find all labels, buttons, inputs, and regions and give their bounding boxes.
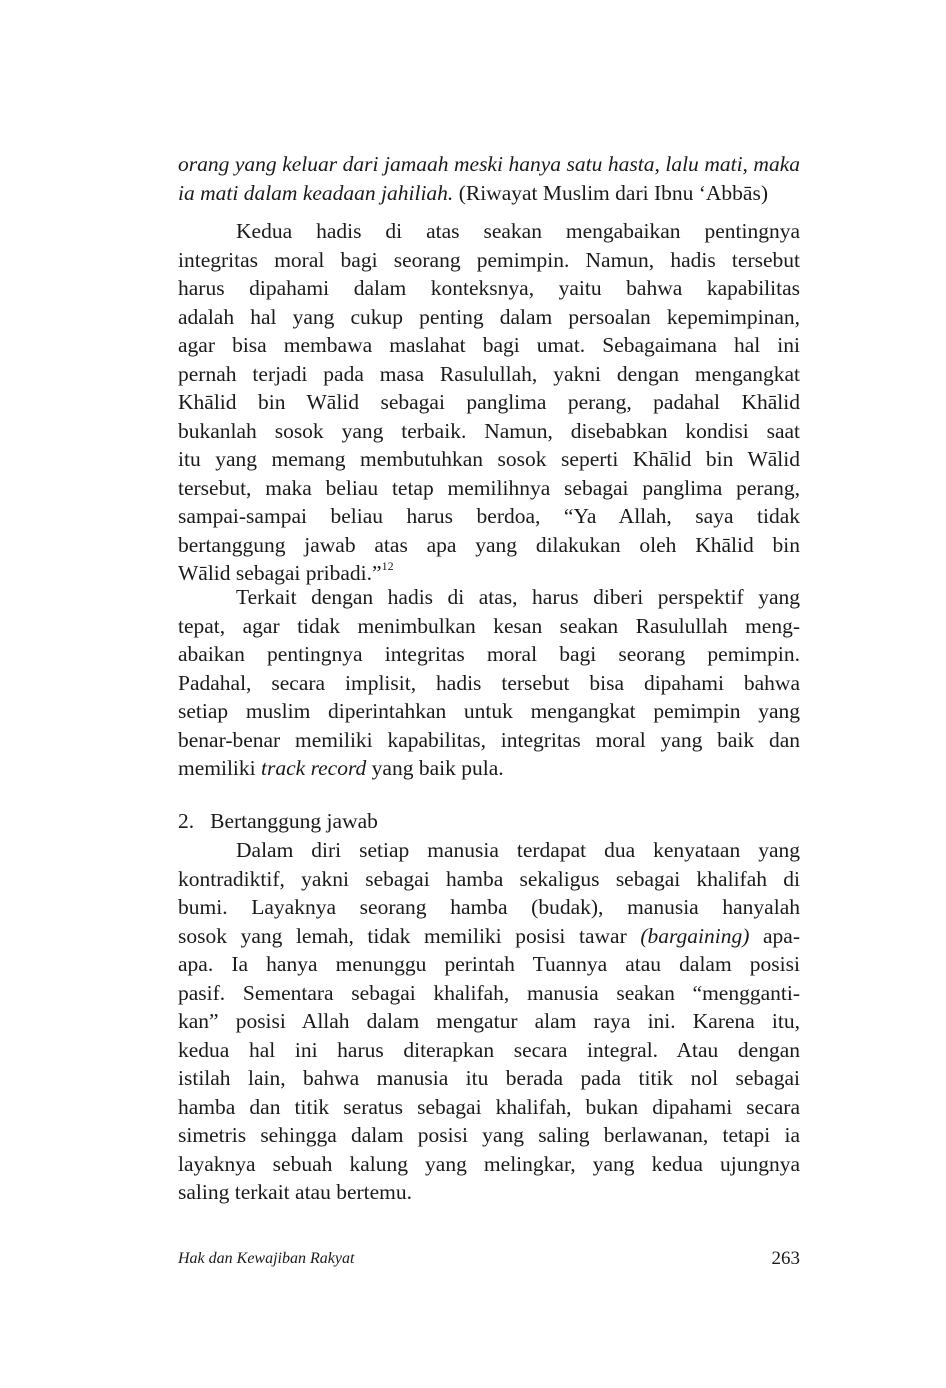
text-line: agar bisa membawa maslahat bagi umat. Sebagaimana hal ini — [178, 333, 800, 357]
text-line: bukanlah sosok yang terbaik. Namun, disebabkan kondisi saat — [178, 418, 800, 443]
paragraph-1 — [178, 217, 800, 588]
text-line — [178, 922, 800, 951]
section-title: Bertanggung jawab — [210, 809, 378, 833]
text-line: itu yang memang membutuhkan sosok seperti Khālid bin Wālid — [178, 447, 800, 471]
paragraph-2 — [178, 583, 800, 783]
text-line — [178, 754, 800, 783]
text-line: bumi. Layaknya seorang hamba (budak), manusia hanyalah — [178, 895, 800, 919]
section-heading — [178, 807, 800, 836]
section-number: 2. — [178, 809, 195, 833]
text-line: integritas moral bagi seorang pemimpin. Namun, hadis tersebut — [178, 247, 800, 272]
text-line: kan” posisi Allah dalam mengatur alam raya ini. Karena itu, — [178, 1009, 800, 1033]
quote-line: orang yang keluar dari jamaah meski hanya satu hasta, lalu mati, maka — [178, 152, 800, 176]
text-line: istilah lain, bahwa manusia itu berada pada titik nol sebagai — [178, 1066, 800, 1090]
text-fragment: apa- — [749, 923, 801, 948]
text-line: Terkait dengan hadis di atas, harus diberi perspektif yang — [236, 585, 800, 609]
quote-line — [178, 179, 800, 208]
text-line: pasif. Sementara sebagai khalifah, manusia seakan “mengganti- — [178, 980, 800, 1005]
text-line: adalah hal yang cukup penting dalam persoalan kepemimpinan, — [178, 304, 800, 329]
text-line: layaknya sebuah kalung yang melingkar, yang kedua ujungnya — [178, 1151, 800, 1176]
text-line: abaikan pentingnya integritas moral bagi seorang pemimpin. — [178, 642, 800, 666]
text-line: hamba dan titik seratus sebagai khalifah, bukan dipahami secara — [178, 1094, 800, 1119]
text-line: kontradiktif, yakni sebagai hamba sekaligus sebagai khalifah di — [178, 866, 800, 891]
text-fragment: sosok yang lemah, tidak memiliki posisi tawar — [178, 923, 641, 948]
text-line: tersebut, maka beliau tetap memilihnya sebagai panglima perang, — [178, 475, 800, 500]
page-number: 263 — [771, 1248, 800, 1269]
page-footer — [178, 1248, 800, 1272]
text-line: Khālid bin Wālid sebagai panglima perang, padahal Khālid — [178, 390, 800, 414]
text-line: Kedua hadis di atas seakan mengabaikan pentingnya — [236, 219, 800, 243]
italic-term: (bargaining) — [640, 923, 750, 948]
text-line: sampai-sampai beliau harus berdoa, “Ya Allah, saya tidak — [178, 504, 800, 528]
quote-source: (Riwayat Muslim dari Ibnu ‘Abbās) — [453, 180, 768, 205]
text-line: apa. Ia hanya menunggu perintah Tuannya atau dalam posisi — [178, 952, 800, 976]
text-line: kedua hal ini harus diterapkan secara integral. Atau dengan — [178, 1037, 800, 1062]
text-fragment: memiliki — [178, 756, 262, 780]
text-line: saling terkait atau bertemu. — [178, 1180, 413, 1204]
running-title: Hak dan Kewajiban Rakyat — [178, 1250, 355, 1267]
text-line: Padahal, secara implisit, hadis tersebut bisa dipahami bahwa — [178, 670, 800, 695]
text-line: tepat, agar tidak menimbulkan kesan seakan Rasulullah meng- — [178, 613, 800, 638]
text-line: pernah terjadi pada masa Rasulullah, yakni dengan mengangkat — [178, 361, 800, 386]
footnote-ref[interactable]: 12 — [381, 558, 394, 573]
text-line: harus dipahami dalam konteksnya, yaitu bahwa kapabilitas — [178, 276, 800, 300]
text-line: Dalam diri setiap manusia terdapat dua kenyataan yang — [236, 838, 800, 862]
last-line-text: Wālid sebagai pribadi.” — [178, 561, 382, 585]
text-line: benar-benar memiliki kapabilitas, integritas moral yang baik dan — [178, 727, 800, 752]
text-fragment: yang baik pula. — [366, 756, 504, 780]
text-line: bertanggung jawab atas apa yang dilakukan oleh Khālid bin — [178, 532, 800, 557]
italic-term: track record — [261, 756, 367, 780]
hadith-quote — [178, 150, 800, 207]
text-line: setiap muslim diperintahkan untuk mengangkat pemimpin yang — [178, 699, 800, 723]
quote-italic-text: ia mati dalam keadaan jahiliah. — [178, 180, 454, 205]
paragraph-3 — [178, 836, 800, 1207]
text-line: simetris sehingga dalam posisi yang saling berlawanan, tetapi ia — [178, 1123, 800, 1147]
heading-line — [178, 807, 800, 836]
